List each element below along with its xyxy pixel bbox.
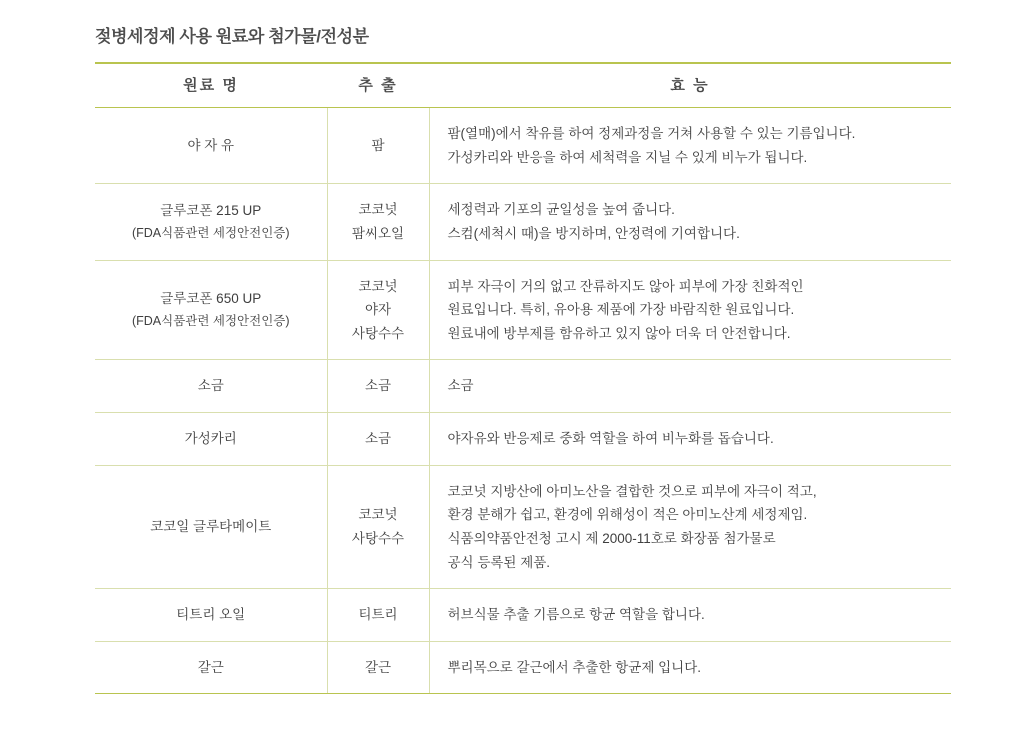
- text-line: 허브식물 추출 기름으로 항균 역할을 합니다.: [447, 607, 705, 623]
- text-line: 글루코폰 650 UP: [160, 291, 262, 307]
- text-line: 갈근: [197, 659, 224, 675]
- table-row: [95, 108, 951, 184]
- text-line: 공식 등록된 제품.: [447, 554, 551, 570]
- cell-effect: [429, 589, 951, 642]
- text-line: 팜씨오일: [351, 225, 405, 241]
- text-line: 사탕수수: [351, 530, 405, 546]
- cell-name: [95, 413, 327, 466]
- table-body: [95, 108, 951, 694]
- cell-extract: [327, 108, 429, 184]
- cell-extract: [327, 465, 429, 589]
- text-line: 가성카리와 반응을 하여 세척력을 지닐 수 있게 비누가 됩니다.: [447, 149, 808, 165]
- text-line: 가성카리: [184, 431, 237, 446]
- text-line: 원료내에 방부제를 함유하고 있지 않아 더욱 더 안전합니다.: [447, 325, 791, 341]
- text-line: (FDA식품관련 세정안전인증): [131, 225, 290, 240]
- table-row: [95, 413, 951, 466]
- text-line: 코코넛 지방산에 아미노산을 결합한 것으로 피부에 자극이 적고,: [447, 483, 817, 499]
- text-line: 코코넛: [358, 202, 398, 218]
- cell-name: [95, 465, 327, 589]
- table-row: [95, 589, 951, 642]
- text-line: 갈근: [364, 659, 392, 675]
- cell-name: [95, 360, 327, 413]
- table-row: [95, 260, 951, 360]
- text-line: 소금: [364, 431, 392, 446]
- column-header-extract: 추 출: [327, 63, 429, 108]
- text-line: 스컴(세척시 때)을 방지하며, 안정력에 기여합니다.: [447, 225, 740, 241]
- text-line: 팜(열매)에서 착유를 하여 정제과정을 거쳐 사용할 수 있는 기름입니다.: [447, 126, 856, 141]
- table-row: [95, 465, 951, 589]
- text-line: 코코넛: [358, 278, 398, 294]
- text-line: 야자: [364, 302, 392, 318]
- column-header-effect: 효 능: [429, 63, 951, 108]
- ingredients-table-wrapper: [95, 62, 951, 694]
- cell-effect: [429, 641, 951, 694]
- ingredients-table: [95, 62, 951, 694]
- cell-effect: [429, 184, 951, 260]
- text-line: 소금: [197, 378, 224, 394]
- text-line: 티트리 오일: [176, 607, 246, 623]
- cell-extract: [327, 260, 429, 360]
- text-line: 소금: [447, 378, 474, 394]
- table-header-row: [95, 63, 951, 108]
- text-line: 티트리: [358, 607, 398, 623]
- table-header: [95, 63, 951, 108]
- text-line: 피부 자극이 거의 없고 잔류하지도 않아 피부에 가장 친화적인: [447, 278, 804, 294]
- cell-effect: [429, 260, 951, 360]
- text-line: 글루코폰 215 UP: [160, 203, 262, 219]
- cell-extract: [327, 589, 429, 642]
- cell-effect: [429, 360, 951, 413]
- table-row: [95, 360, 951, 413]
- cell-name: [95, 641, 327, 694]
- title-block: [95, 22, 369, 47]
- cell-extract: [327, 641, 429, 694]
- text-line: 소금: [364, 378, 392, 394]
- page-title: 젖병세정제 사용 원료와 첨가물/전성분: [95, 27, 369, 46]
- cell-extract: [327, 413, 429, 466]
- cell-extract: [327, 360, 429, 413]
- cell-effect: [429, 108, 951, 184]
- text-line: 사탕수수: [351, 325, 405, 341]
- text-line: 식품의약품안전청 고시 제 2000-11호로 화장품 첨가물로: [447, 530, 776, 546]
- text-line: 환경 분해가 쉽고, 환경에 위해성이 적은 아미노산계 세정제임.: [447, 507, 808, 523]
- text-line: 코코일 글루타메이트: [150, 519, 272, 535]
- text-line: 세정력과 기포의 균일성을 높여 줍니다.: [447, 202, 675, 218]
- cell-name: [95, 260, 327, 360]
- text-line: 야자유와 반응제로 중화 역할을 하여 비누화를 돕습니다.: [447, 431, 774, 446]
- cell-effect: [429, 413, 951, 466]
- text-line: 팜: [371, 137, 385, 153]
- text-line: 뿌리목으로 갈근에서 추출한 항균제 입니다.: [447, 659, 701, 675]
- text-line: 야 자 유: [187, 137, 235, 153]
- cell-name: [95, 589, 327, 642]
- cell-name: [95, 108, 327, 184]
- cell-effect: [429, 465, 951, 589]
- column-header-name: 원료 명: [95, 63, 327, 108]
- table-row: [95, 641, 951, 694]
- text-line: 코코넛: [358, 507, 398, 523]
- text-line: (FDA식품관련 세정안전인증): [131, 313, 290, 328]
- cell-name: [95, 184, 327, 260]
- text-line: 원료입니다. 특히, 유아용 제품에 가장 바람직한 원료입니다.: [447, 302, 795, 318]
- cell-extract: [327, 184, 429, 260]
- table-row: [95, 184, 951, 260]
